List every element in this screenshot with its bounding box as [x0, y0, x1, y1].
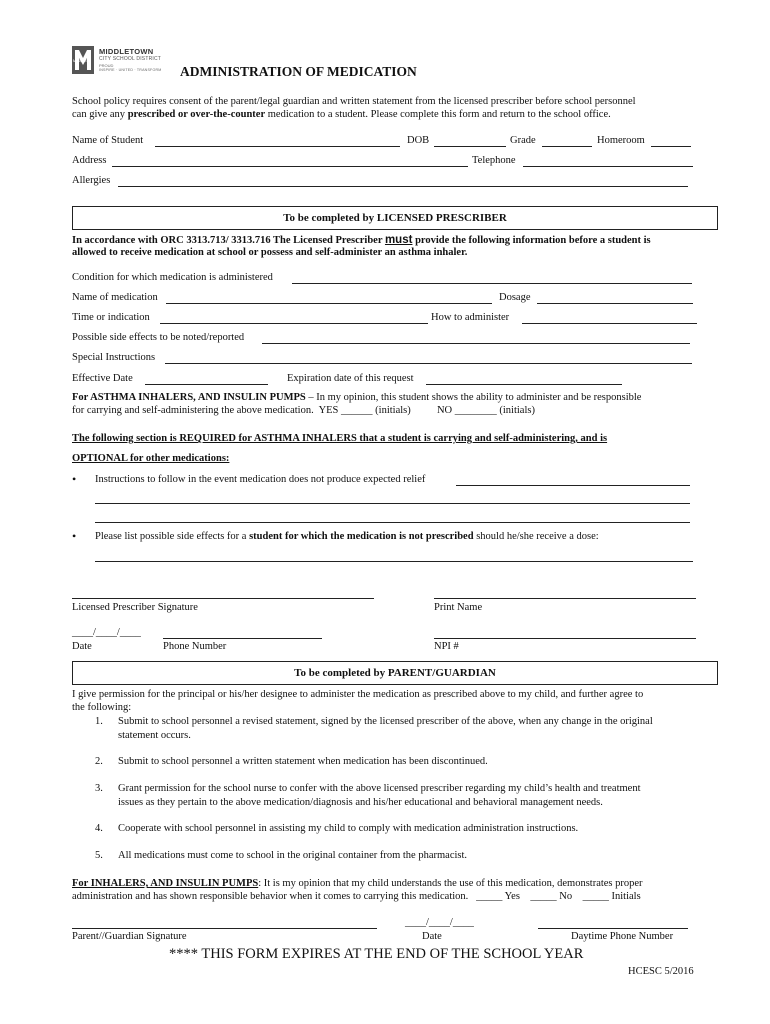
- page-title: ADMINISTRATION OF MEDICATION: [180, 64, 417, 79]
- parent-header: To be completed by PARENT/GUARDIAN: [294, 667, 496, 679]
- parent-item-1-line2: statement occurs.: [118, 730, 191, 741]
- print-name-field[interactable]: [434, 598, 696, 599]
- bullet2-text: Please list possible side effects for a student for which the medication is not prescribed should he/she receive a dose:: [95, 531, 599, 542]
- parent-item-4-num: 4.: [95, 823, 103, 834]
- prescriber-header: To be completed by LICENSED PRESCRIBER: [283, 212, 507, 224]
- condition-label: Condition for which medication is administered: [72, 272, 273, 283]
- side-effects-field[interactable]: [262, 343, 690, 344]
- dob-label: DOB: [407, 135, 430, 146]
- logo-name: MIDDLETOWN: [99, 47, 154, 56]
- parent-item-1-num: 1.: [95, 716, 103, 727]
- dob-field[interactable]: [434, 146, 506, 147]
- address-field[interactable]: [112, 166, 468, 167]
- parent-date-field[interactable]: ____/____/____: [405, 917, 474, 928]
- parent-signature-field[interactable]: [72, 928, 377, 929]
- effective-date-field[interactable]: [145, 384, 268, 385]
- prescriber-notice-line1: In accordance with ORC 3313.713/ 3313.716 The Licensed Prescriber must provide the following information before a student is: [72, 234, 651, 246]
- form-code: HCESC 5/2016: [628, 966, 694, 977]
- required-section-line1: The following section is REQUIRED for ASTHMA INHALERS that a student is carrying and self-administering, and is: [72, 433, 608, 444]
- inhaler-statement-line1: For INHALERS, AND INSULIN PUMPS: It is my opinion that my child understands the use of this medication, demonstrates proper: [72, 878, 643, 889]
- relief-instructions-line3[interactable]: [95, 522, 690, 523]
- homeroom-field[interactable]: [651, 146, 691, 147]
- address-label: Address: [72, 155, 107, 166]
- inhaler-statement-line2: administration and has shown responsible behavior when it comes to carrying this medication. _____ Yes _____ No _____ Initials: [72, 891, 641, 902]
- prescriber-phone-field[interactable]: [163, 638, 322, 639]
- logo-tag: PROUD: [99, 63, 114, 68]
- bullet-icon: •: [72, 529, 77, 543]
- permission-line1: I give permission for the principal or his/her designee to administer the medication as prescribed above to my child, and further agree to: [72, 689, 644, 700]
- relief-instructions-line2[interactable]: [95, 503, 690, 504]
- relief-instructions-field[interactable]: [456, 485, 690, 486]
- grade-field[interactable]: [542, 146, 592, 147]
- medication-field[interactable]: [166, 303, 492, 304]
- homeroom-label: Homeroom: [597, 135, 645, 146]
- parent-header-box: [72, 661, 718, 685]
- prescriber-phone-label: Phone Number: [163, 641, 227, 652]
- parent-item-3-line1: Grant permission for the school nurse to confer with the above licensed prescriber regarding my child’s health and treatment: [118, 783, 641, 794]
- time-label: Time or indication: [72, 312, 150, 323]
- how-field[interactable]: [522, 323, 697, 324]
- parent-item-1-line1: Submit to school personnel a revised statement, signed by the licensed prescriber of the above, when any change in the original: [118, 716, 653, 727]
- expiry-notice: **** THIS FORM EXPIRES AT THE END OF THE SCHOOL YEAR: [169, 946, 584, 962]
- parent-item-3-num: 3.: [95, 783, 103, 794]
- logo-motto: INSPIRE · UNITED · TRANSFORM: [99, 68, 162, 72]
- student-name-label: Name of Student: [72, 135, 144, 146]
- parent-item-3-line2: issues as they pertain to the above medication/diagnosis and his/her educational and behavioral management needs.: [118, 797, 603, 808]
- print-name-label: Print Name: [434, 602, 483, 613]
- condition-field[interactable]: [292, 283, 692, 284]
- prescriber-signature-label: Licensed Prescriber Signature: [72, 602, 198, 613]
- npi-field[interactable]: [434, 638, 696, 639]
- asthma-statement-line1: For ASTHMA INHALERS, AND INSULIN PUMPS – In my opinion, this student shows the ability to administer and be responsible: [72, 392, 642, 403]
- intro-line1: School policy requires consent of the parent/legal guardian and written statement from the licensed prescriber before school personnel: [72, 96, 636, 107]
- asthma-statement-line2: for carrying and self-administering the above medication. YES ______ (initials) NO ________ (initials): [72, 405, 535, 416]
- grade-label: Grade: [510, 135, 536, 146]
- time-field[interactable]: [160, 323, 428, 324]
- side-effects-nonprescribed-field[interactable]: [95, 561, 693, 562]
- expiration-date-label: Expiration date of this request: [287, 373, 414, 384]
- parent-item-5-line1: All medications must come to school in the original container from the pharmacist.: [118, 850, 468, 861]
- prescriber-signature-field[interactable]: [72, 598, 374, 599]
- telephone-field[interactable]: [523, 166, 693, 167]
- required-section-line2: OPTIONAL for other medications:: [72, 453, 230, 464]
- parent-signature-label: Parent//Guardian Signature: [72, 931, 187, 942]
- prescriber-date-field[interactable]: ____/____/____: [72, 627, 141, 638]
- parent-item-2-num: 2.: [95, 756, 103, 767]
- dosage-label: Dosage: [499, 292, 531, 303]
- npi-label: NPI #: [434, 641, 459, 652]
- student-name-field[interactable]: [155, 146, 400, 147]
- dosage-field[interactable]: [537, 303, 693, 304]
- intro-line2: can give any prescribed or over-the-counter medication to a student. Please complete this form and return to the school office.: [72, 109, 611, 120]
- expiration-date-field[interactable]: [426, 384, 622, 385]
- medication-label: Name of medication: [72, 292, 158, 303]
- logo-mid: MIDDIES: [73, 58, 90, 63]
- prescriber-notice-line2: allowed to receive medication at school or possess and self-administer an asthma inhaler.: [72, 247, 468, 258]
- allergies-field[interactable]: [118, 186, 688, 187]
- parent-phone-label: Daytime Phone Number: [571, 931, 674, 942]
- bullet1-text: Instructions to follow in the event medication does not produce expected relief: [95, 474, 426, 485]
- permission-line2: the following:: [72, 702, 132, 713]
- allergies-label: Allergies: [72, 175, 111, 186]
- bullet-icon: •: [72, 472, 77, 486]
- parent-item-5-num: 5.: [95, 850, 103, 861]
- side-effects-label: Possible side effects to be noted/reported: [72, 332, 245, 343]
- parent-date-label: Date: [422, 931, 442, 942]
- special-instructions-field[interactable]: [165, 363, 692, 364]
- prescriber-header-box: [72, 206, 718, 230]
- parent-item-4-line1: Cooperate with school personnel in assisting my child to comply with medication administration instructions.: [118, 823, 579, 834]
- prescriber-date-label: Date: [72, 641, 92, 652]
- effective-date-label: Effective Date: [72, 373, 133, 384]
- parent-phone-field[interactable]: [538, 928, 688, 929]
- telephone-label: Telephone: [472, 155, 516, 166]
- special-instructions-label: Special Instructions: [72, 352, 156, 363]
- logo-sub: CITY SCHOOL DISTRICT: [99, 56, 162, 62]
- parent-item-2-line1: Submit to school personnel a written statement when medication has been discontinued.: [118, 756, 488, 767]
- how-label: How to administer: [431, 312, 510, 323]
